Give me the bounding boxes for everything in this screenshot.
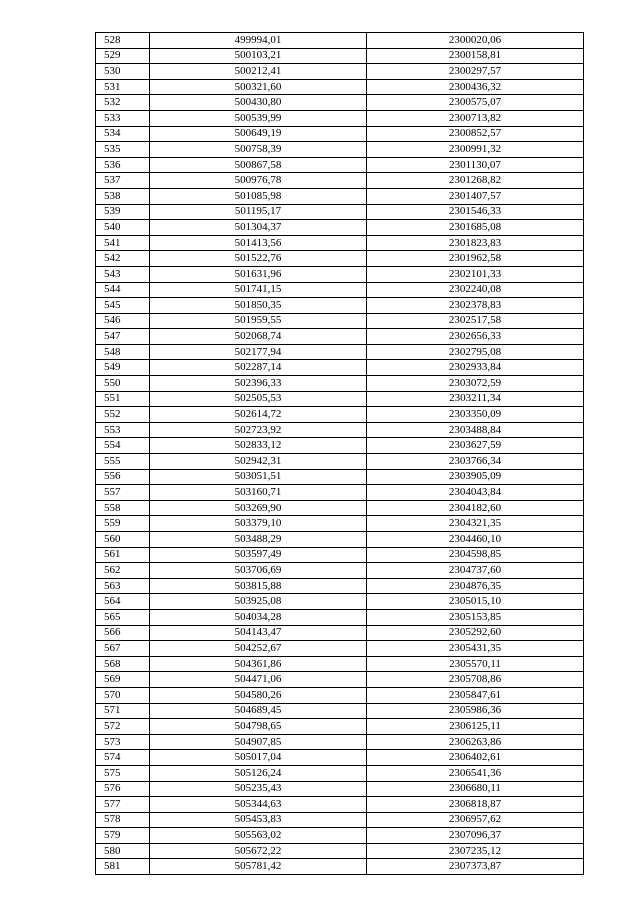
point-number-cell: 537 xyxy=(96,173,150,189)
table-row xyxy=(96,828,584,844)
y-coordinate-cell: 2307235,12 xyxy=(367,843,584,859)
y-coordinate-cell: 2300297,57 xyxy=(367,64,584,80)
y-coordinate-cell: 2305431,35 xyxy=(367,641,584,657)
x-coordinate-cell: 504361,86 xyxy=(150,656,367,672)
point-number-cell: 543 xyxy=(96,266,150,282)
x-coordinate-cell: 504034,28 xyxy=(150,609,367,625)
point-number-cell: 542 xyxy=(96,251,150,267)
table-row xyxy=(96,469,584,485)
table-row xyxy=(96,313,584,329)
x-coordinate-cell: 503925,08 xyxy=(150,594,367,610)
table-row xyxy=(96,422,584,438)
x-coordinate-cell: 504143,47 xyxy=(150,625,367,641)
y-coordinate-cell: 2300436,32 xyxy=(367,79,584,95)
table-row xyxy=(96,329,584,345)
table-row xyxy=(96,641,584,657)
point-number-cell: 539 xyxy=(96,204,150,220)
y-coordinate-cell: 2306957,62 xyxy=(367,812,584,828)
point-number-cell: 581 xyxy=(96,859,150,875)
table-row xyxy=(96,516,584,532)
table-row xyxy=(96,532,584,548)
x-coordinate-cell: 505781,42 xyxy=(150,859,367,875)
y-coordinate-cell: 2300575,07 xyxy=(367,95,584,111)
table-row xyxy=(96,438,584,454)
table-row xyxy=(96,563,584,579)
table-row xyxy=(96,204,584,220)
point-number-cell: 532 xyxy=(96,95,150,111)
table-row xyxy=(96,500,584,516)
table-row xyxy=(96,625,584,641)
x-coordinate-cell: 502505,53 xyxy=(150,391,367,407)
point-number-cell: 577 xyxy=(96,797,150,813)
x-coordinate-cell: 505126,24 xyxy=(150,765,367,781)
y-coordinate-cell: 2302795,08 xyxy=(367,344,584,360)
y-coordinate-cell: 2303488,84 xyxy=(367,422,584,438)
table-row xyxy=(96,656,584,672)
y-coordinate-cell: 2307373,87 xyxy=(367,859,584,875)
point-number-cell: 533 xyxy=(96,110,150,126)
y-coordinate-cell: 2304460,10 xyxy=(367,532,584,548)
x-coordinate-cell: 501304,37 xyxy=(150,220,367,236)
x-coordinate-cell: 505672,22 xyxy=(150,843,367,859)
point-number-cell: 545 xyxy=(96,298,150,314)
table-row xyxy=(96,266,584,282)
x-coordinate-cell: 505563,02 xyxy=(150,828,367,844)
table-row xyxy=(96,48,584,64)
y-coordinate-cell: 2305986,36 xyxy=(367,703,584,719)
x-coordinate-cell: 503160,71 xyxy=(150,485,367,501)
y-coordinate-cell: 2302240,08 xyxy=(367,282,584,298)
x-coordinate-cell: 504907,85 xyxy=(150,734,367,750)
table-row xyxy=(96,282,584,298)
x-coordinate-cell: 505017,04 xyxy=(150,750,367,766)
point-number-cell: 529 xyxy=(96,48,150,64)
point-number-cell: 553 xyxy=(96,422,150,438)
table-row xyxy=(96,126,584,142)
y-coordinate-cell: 2304876,35 xyxy=(367,578,584,594)
table-row xyxy=(96,64,584,80)
x-coordinate-cell: 500867,58 xyxy=(150,157,367,173)
y-coordinate-cell: 2304598,85 xyxy=(367,547,584,563)
y-coordinate-cell: 2301407,57 xyxy=(367,188,584,204)
table-row xyxy=(96,157,584,173)
table-row xyxy=(96,376,584,392)
point-number-cell: 559 xyxy=(96,516,150,532)
y-coordinate-cell: 2302517,58 xyxy=(367,313,584,329)
x-coordinate-cell: 500430,80 xyxy=(150,95,367,111)
x-coordinate-cell: 503269,90 xyxy=(150,500,367,516)
table-row xyxy=(96,703,584,719)
y-coordinate-cell: 2301685,08 xyxy=(367,220,584,236)
table-row xyxy=(96,812,584,828)
table-row xyxy=(96,843,584,859)
table-row xyxy=(96,609,584,625)
table-row xyxy=(96,33,584,49)
point-number-cell: 557 xyxy=(96,485,150,501)
y-coordinate-cell: 2305015,10 xyxy=(367,594,584,610)
x-coordinate-cell: 503379,10 xyxy=(150,516,367,532)
x-coordinate-cell: 500649,19 xyxy=(150,126,367,142)
x-coordinate-cell: 503815,88 xyxy=(150,578,367,594)
y-coordinate-cell: 2305570,11 xyxy=(367,656,584,672)
table-row xyxy=(96,188,584,204)
x-coordinate-cell: 502177,94 xyxy=(150,344,367,360)
table-row xyxy=(96,344,584,360)
x-coordinate-cell: 504252,67 xyxy=(150,641,367,657)
table-row xyxy=(96,734,584,750)
table-row xyxy=(96,859,584,875)
point-number-cell: 551 xyxy=(96,391,150,407)
y-coordinate-cell: 2300158,81 xyxy=(367,48,584,64)
x-coordinate-cell: 502833,12 xyxy=(150,438,367,454)
x-coordinate-cell: 504798,65 xyxy=(150,719,367,735)
x-coordinate-cell: 502723,92 xyxy=(150,422,367,438)
x-coordinate-cell: 501850,35 xyxy=(150,298,367,314)
y-coordinate-cell: 2307096,37 xyxy=(367,828,584,844)
point-number-cell: 568 xyxy=(96,656,150,672)
point-number-cell: 540 xyxy=(96,220,150,236)
point-number-cell: 565 xyxy=(96,609,150,625)
x-coordinate-cell: 505344,63 xyxy=(150,797,367,813)
y-coordinate-cell: 2306402,61 xyxy=(367,750,584,766)
point-number-cell: 552 xyxy=(96,407,150,423)
point-number-cell: 580 xyxy=(96,843,150,859)
point-number-cell: 549 xyxy=(96,360,150,376)
y-coordinate-cell: 2300991,32 xyxy=(367,142,584,158)
y-coordinate-cell: 2300713,82 xyxy=(367,110,584,126)
coordinates-table xyxy=(95,32,584,875)
table-row xyxy=(96,750,584,766)
y-coordinate-cell: 2302378,83 xyxy=(367,298,584,314)
table-row xyxy=(96,360,584,376)
table-row xyxy=(96,173,584,189)
point-number-cell: 563 xyxy=(96,578,150,594)
point-number-cell: 541 xyxy=(96,235,150,251)
y-coordinate-cell: 2301546,33 xyxy=(367,204,584,220)
x-coordinate-cell: 501195,17 xyxy=(150,204,367,220)
table-row xyxy=(96,547,584,563)
point-number-cell: 535 xyxy=(96,142,150,158)
y-coordinate-cell: 2303766,34 xyxy=(367,454,584,470)
point-number-cell: 573 xyxy=(96,734,150,750)
x-coordinate-cell: 500758,39 xyxy=(150,142,367,158)
x-coordinate-cell: 501413,56 xyxy=(150,235,367,251)
x-coordinate-cell: 501959,55 xyxy=(150,313,367,329)
point-number-cell: 561 xyxy=(96,547,150,563)
x-coordinate-cell: 503051,51 xyxy=(150,469,367,485)
point-number-cell: 564 xyxy=(96,594,150,610)
point-number-cell: 572 xyxy=(96,719,150,735)
point-number-cell: 531 xyxy=(96,79,150,95)
y-coordinate-cell: 2302656,33 xyxy=(367,329,584,345)
y-coordinate-cell: 2306125,11 xyxy=(367,719,584,735)
x-coordinate-cell: 505235,43 xyxy=(150,781,367,797)
y-coordinate-cell: 2306818,87 xyxy=(367,797,584,813)
x-coordinate-cell: 501741,15 xyxy=(150,282,367,298)
y-coordinate-cell: 2301130,07 xyxy=(367,157,584,173)
point-number-cell: 534 xyxy=(96,126,150,142)
y-coordinate-cell: 2304321,35 xyxy=(367,516,584,532)
x-coordinate-cell: 503597,49 xyxy=(150,547,367,563)
point-number-cell: 550 xyxy=(96,376,150,392)
y-coordinate-cell: 2303211,34 xyxy=(367,391,584,407)
x-coordinate-cell: 503706,69 xyxy=(150,563,367,579)
y-coordinate-cell: 2305292,60 xyxy=(367,625,584,641)
table-row xyxy=(96,407,584,423)
x-coordinate-cell: 504580,26 xyxy=(150,687,367,703)
y-coordinate-cell: 2301823,83 xyxy=(367,235,584,251)
table-row xyxy=(96,235,584,251)
x-coordinate-cell: 502287,14 xyxy=(150,360,367,376)
y-coordinate-cell: 2305708,86 xyxy=(367,672,584,688)
y-coordinate-cell: 2303627,59 xyxy=(367,438,584,454)
y-coordinate-cell: 2304182,60 xyxy=(367,500,584,516)
table-row xyxy=(96,594,584,610)
x-coordinate-cell: 502614,72 xyxy=(150,407,367,423)
point-number-cell: 574 xyxy=(96,750,150,766)
point-number-cell: 562 xyxy=(96,563,150,579)
x-coordinate-cell: 501522,76 xyxy=(150,251,367,267)
point-number-cell: 569 xyxy=(96,672,150,688)
y-coordinate-cell: 2303072,59 xyxy=(367,376,584,392)
table-row xyxy=(96,391,584,407)
y-coordinate-cell: 2306680,11 xyxy=(367,781,584,797)
table-row xyxy=(96,251,584,267)
y-coordinate-cell: 2301962,58 xyxy=(367,251,584,267)
point-number-cell: 579 xyxy=(96,828,150,844)
x-coordinate-cell: 499994,01 xyxy=(150,33,367,49)
table-row xyxy=(96,142,584,158)
point-number-cell: 571 xyxy=(96,703,150,719)
y-coordinate-cell: 2302101,33 xyxy=(367,266,584,282)
y-coordinate-cell: 2303905,09 xyxy=(367,469,584,485)
point-number-cell: 536 xyxy=(96,157,150,173)
x-coordinate-cell: 502942,31 xyxy=(150,454,367,470)
y-coordinate-cell: 2305153,85 xyxy=(367,609,584,625)
y-coordinate-cell: 2305847,61 xyxy=(367,687,584,703)
x-coordinate-cell: 500539,99 xyxy=(150,110,367,126)
point-number-cell: 548 xyxy=(96,344,150,360)
x-coordinate-cell: 501631,96 xyxy=(150,266,367,282)
y-coordinate-cell: 2306541,36 xyxy=(367,765,584,781)
point-number-cell: 544 xyxy=(96,282,150,298)
point-number-cell: 566 xyxy=(96,625,150,641)
point-number-cell: 575 xyxy=(96,765,150,781)
table-row xyxy=(96,110,584,126)
y-coordinate-cell: 2302933,84 xyxy=(367,360,584,376)
x-coordinate-cell: 502396,33 xyxy=(150,376,367,392)
x-coordinate-cell: 500103,21 xyxy=(150,48,367,64)
table-row xyxy=(96,298,584,314)
y-coordinate-cell: 2303350,09 xyxy=(367,407,584,423)
y-coordinate-cell: 2304737,60 xyxy=(367,563,584,579)
y-coordinate-cell: 2301268,82 xyxy=(367,173,584,189)
table-row xyxy=(96,781,584,797)
x-coordinate-cell: 504689,45 xyxy=(150,703,367,719)
point-number-cell: 530 xyxy=(96,64,150,80)
table-row xyxy=(96,220,584,236)
y-coordinate-cell: 2300852,57 xyxy=(367,126,584,142)
point-number-cell: 558 xyxy=(96,500,150,516)
y-coordinate-cell: 2300020,06 xyxy=(367,33,584,49)
y-coordinate-cell: 2306263,86 xyxy=(367,734,584,750)
point-number-cell: 570 xyxy=(96,687,150,703)
y-coordinate-cell: 2304043,84 xyxy=(367,485,584,501)
table-row xyxy=(96,719,584,735)
x-coordinate-cell: 500976,78 xyxy=(150,173,367,189)
point-number-cell: 560 xyxy=(96,532,150,548)
x-coordinate-cell: 504471,06 xyxy=(150,672,367,688)
x-coordinate-cell: 500321,60 xyxy=(150,79,367,95)
table-row xyxy=(96,578,584,594)
x-coordinate-cell: 500212,41 xyxy=(150,64,367,80)
point-number-cell: 567 xyxy=(96,641,150,657)
point-number-cell: 528 xyxy=(96,33,150,49)
x-coordinate-cell: 502068,74 xyxy=(150,329,367,345)
table-row xyxy=(96,687,584,703)
coordinates-table-body xyxy=(96,33,584,875)
point-number-cell: 538 xyxy=(96,188,150,204)
table-row xyxy=(96,672,584,688)
table-row xyxy=(96,95,584,111)
x-coordinate-cell: 501085,98 xyxy=(150,188,367,204)
point-number-cell: 546 xyxy=(96,313,150,329)
x-coordinate-cell: 503488,29 xyxy=(150,532,367,548)
point-number-cell: 578 xyxy=(96,812,150,828)
table-row xyxy=(96,797,584,813)
point-number-cell: 555 xyxy=(96,454,150,470)
x-coordinate-cell: 505453,83 xyxy=(150,812,367,828)
point-number-cell: 576 xyxy=(96,781,150,797)
table-row xyxy=(96,454,584,470)
table-row xyxy=(96,765,584,781)
table-row xyxy=(96,485,584,501)
point-number-cell: 554 xyxy=(96,438,150,454)
point-number-cell: 556 xyxy=(96,469,150,485)
point-number-cell: 547 xyxy=(96,329,150,345)
table-row xyxy=(96,79,584,95)
